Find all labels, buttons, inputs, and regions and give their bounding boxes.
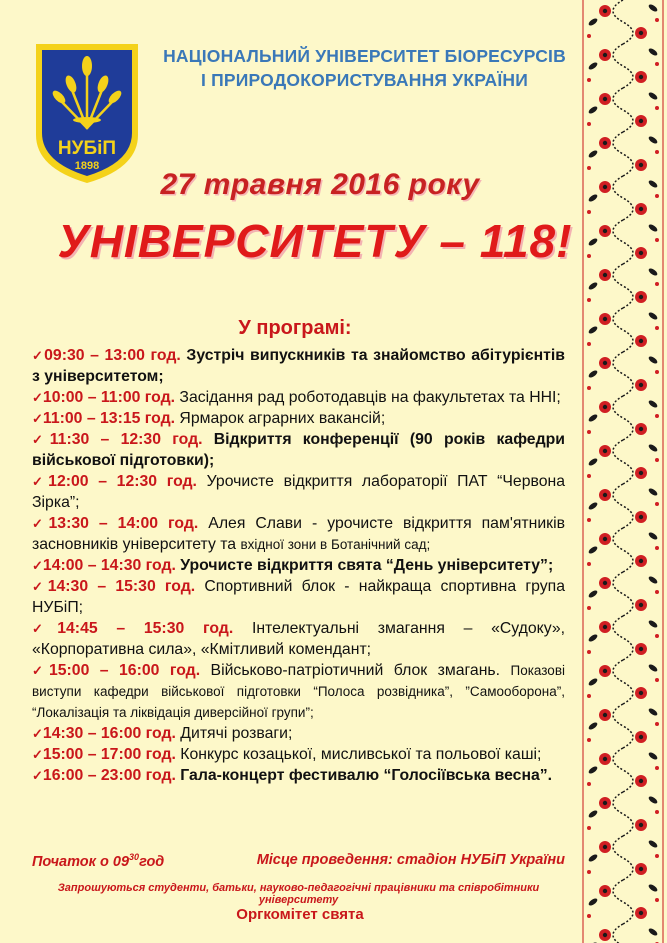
- program-item-text: Спортивний блок - найкраща спортивна група НУБіП;: [32, 578, 565, 616]
- program-item-time: 14:30 – 16:00 год.: [42, 725, 176, 742]
- program-item-text: Засідання рад роботодавців на факультетах та ННІ;: [179, 389, 561, 406]
- program-item-text: Алея Слави - урочисте відкриття пам'ятників засновників університету та: [32, 515, 565, 553]
- program-item-text: Ярмарок аграрних вакансій;: [179, 410, 386, 427]
- program-item-time: 15:00 – 17:00 год.: [42, 746, 176, 763]
- program-item: [32, 387, 565, 408]
- program-item-time: 09:30 – 13:00 год.: [44, 347, 181, 364]
- check-icon: ✓: [32, 768, 43, 783]
- program-item-time: 14:45 – 15:30 год.: [57, 620, 234, 637]
- program-item: [32, 660, 565, 723]
- program-item: [32, 429, 565, 471]
- headline: УНІВЕРСИТЕТУ – 118!: [57, 215, 573, 267]
- program-item-text: Гала-концерт фестивалю “Голосіївська весна”.: [180, 767, 553, 784]
- check-icon: ✓: [32, 663, 49, 678]
- invitation-text: Запрошуються студенти, батьки, науково-педагогічні працівники та співробітники університету: [57, 882, 540, 906]
- program-item: [32, 723, 565, 744]
- program-item-extra: вхідної зони в Ботанічний сад;: [240, 537, 431, 552]
- program-item: [32, 513, 565, 555]
- program-list: [32, 345, 565, 786]
- organizing-committee: Оргкомітет свята: [236, 906, 364, 923]
- program-item-time: 12:00 – 12:30 год.: [48, 473, 197, 490]
- program-item-text: Військово-патріотичний блок змагань.: [210, 662, 501, 679]
- university-logo: [32, 40, 142, 186]
- program-item: [32, 618, 565, 660]
- program-item: [32, 765, 565, 786]
- check-icon: ✓: [32, 390, 43, 405]
- program-item: [32, 555, 565, 576]
- university-name-line2: І ПРИРОДОКОРИСТУВАННЯ УКРАЇНИ: [200, 70, 529, 90]
- program-item-text: Конкурс козацької, мисливської та польової каші;: [180, 746, 542, 763]
- check-icon: ✓: [32, 432, 50, 447]
- university-name: [152, 44, 577, 92]
- start-time: Початок о $09^{30}год$: [32, 852, 165, 870]
- check-icon: ✓: [32, 747, 43, 762]
- check-icon: ✓: [32, 726, 43, 741]
- embroidery-ornament: [579, 0, 667, 943]
- check-icon: ✓: [32, 579, 48, 594]
- program-item-time: 11:00 – 13:15 год.: [42, 410, 176, 427]
- program-item: [32, 576, 565, 618]
- university-name-line1: НАЦІОНАЛЬНИЙ УНІВЕРСИТЕТ БІОРЕСУРСІВ: [163, 46, 566, 66]
- event-date: 27 травня 2016 року: [160, 168, 480, 201]
- program-item-extra: Показові виступи кафедри військової підготовки “Полоса розвідника”, ”Самооборона”, “Локалізація та ліквідація диверсійної групи”;: [32, 663, 565, 720]
- program-item: [32, 408, 565, 429]
- logo-year: 1898: [74, 160, 100, 172]
- check-icon: ✓: [32, 411, 43, 426]
- program-item-text: Дитячі розваги;: [180, 725, 293, 742]
- check-icon: ✓: [32, 621, 58, 636]
- program-item-time: 14:30 – 15:30 год.: [47, 578, 196, 595]
- program-item-time: 10:00 – 11:00 год.: [42, 389, 176, 406]
- venue: Місце проведення: стадіон НУБіП України: [256, 852, 565, 868]
- program-item-text: Урочисте відкриття свята “День університету”;: [180, 557, 554, 574]
- program-item-time: 13:30 – 14:00 год.: [48, 515, 199, 532]
- program-item: [32, 471, 565, 513]
- program-item-time: 11:30 – 12:30 год.: [49, 431, 203, 448]
- program-item-time: 14:00 – 14:30 год.: [42, 557, 176, 574]
- program-title: У програмі:: [238, 317, 352, 339]
- program-item-time: 15:00 – 16:00 год.: [48, 662, 201, 679]
- program-item: [32, 744, 565, 765]
- program-item-text: Зустріч випускників та знайомство абітурієнтів з університетом;: [32, 347, 565, 385]
- program-item-time: 16:00 – 23:00 год.: [42, 767, 176, 784]
- program-item: [32, 345, 565, 387]
- check-icon: ✓: [32, 558, 43, 573]
- check-icon: ✓: [32, 348, 45, 363]
- program-item-text: Урочисте відкриття лабораторії ПАТ “Червона Зірка”;: [32, 473, 565, 511]
- logo-text: НУБіП: [57, 138, 117, 159]
- check-icon: ✓: [32, 516, 49, 531]
- program-item-text: Інтелектуальні змагання – «Судоку», «Корпоративна сила», «Кмітливий комендант;: [32, 620, 565, 658]
- program-item-text: Відкриття конференції (90 років кафедри військової підготовки);: [32, 431, 565, 469]
- check-icon: ✓: [32, 474, 49, 489]
